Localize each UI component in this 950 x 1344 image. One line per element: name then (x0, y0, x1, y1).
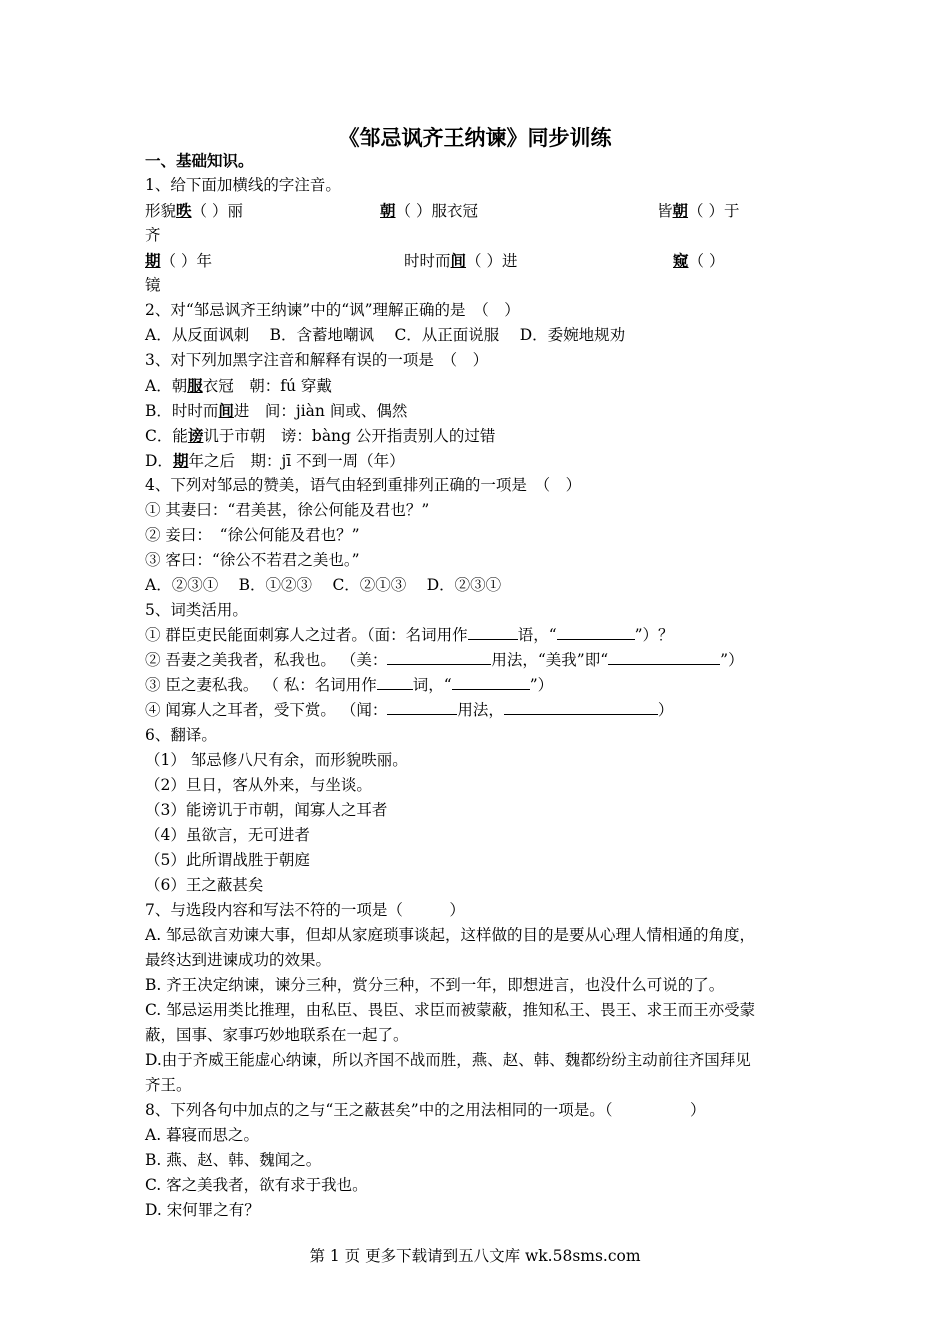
q1-row1-wrap: 齐 (145, 226, 161, 244)
q1-stem: 1、给下面加横线的字注音。 (145, 176, 341, 194)
q5-text: ”） (529, 676, 554, 694)
q8-option-c: C. 客之美我者，欲有求于我也。 (145, 1176, 368, 1194)
q7-option-a-cont: 最终达到进谏成功的效果。 (145, 951, 332, 969)
q7-option-a: A. 邹忌欲言劝谏大事，但却从家庭琐事谈起，这样做的目的是要从心理人情相通的角度， (145, 926, 756, 944)
q1-row2-item3 (673, 248, 724, 274)
answer-blank (557, 624, 635, 640)
q1-row1-item1 (145, 198, 243, 224)
q3-text: A．朝 (145, 377, 188, 395)
q1-marked-char: 期 (145, 251, 161, 270)
page-title: 《邹忌讽齐王纳谏》同步训练 (338, 125, 612, 150)
q8-option-a: A. 暮寝而思之。 (145, 1126, 260, 1144)
answer-blank (608, 649, 720, 665)
q1-marked-char: 朝 (380, 201, 396, 220)
q5-line-1 (145, 623, 674, 648)
q3-text: 年之后 期：jī 不到一周（年） (188, 452, 405, 470)
q8-option-b: B. 燕、赵、韩、魏闻之。 (145, 1151, 322, 1169)
q2-stem: 2、对“邹忌讽齐王纳谏”中的“讽”理解正确的是 （ ） (145, 301, 520, 319)
q3-text: 讥于市朝 谤：bàng 公开指责别人的过错 (203, 427, 496, 445)
answer-blank (452, 674, 530, 690)
answer-blank (387, 649, 491, 665)
q1-marked-char: 朝 (672, 201, 689, 220)
q5-stem: 5、词类活用。 (145, 601, 248, 619)
q1-row1-item3 (657, 198, 739, 224)
q5-line-4 (145, 698, 673, 723)
q8-option-d: D. 宋何罪之有？ (145, 1201, 260, 1219)
q5-line-3 (145, 673, 553, 698)
q4-line: ② 妾曰： “徐公何能及君也？” (145, 526, 360, 544)
q1-marked-char: 昳 (176, 201, 192, 220)
answer-blank (468, 624, 518, 640)
section-heading: 一、基础知识。 (145, 151, 254, 170)
q6-item: （3）能谤讥于市朝，闻寡人之耳者 (145, 801, 388, 819)
q3-option-a (145, 373, 332, 399)
q6-item: （6）王之蔽甚矣 (145, 876, 264, 894)
q5-text: 词，“ (412, 676, 452, 694)
q3-marked-char: 期 (172, 451, 189, 470)
q1-marked-char: 窥 (673, 251, 689, 270)
q3-option-c (145, 423, 495, 449)
q3-text: D． (145, 452, 173, 470)
q3-marked-char: 服 (187, 376, 203, 395)
answer-blank (377, 674, 413, 690)
q1-marked-char: 间 (450, 251, 467, 270)
q5-text: ） (657, 701, 674, 719)
q7-stem: 7、与选段内容和写法不符的一项是（ ） (145, 901, 465, 919)
q3-text: C．能 (145, 427, 188, 445)
q3-marked-char: 间 (218, 401, 234, 420)
q3-option-d (145, 448, 405, 474)
q5-text: 用法， (457, 701, 504, 719)
q7-option-c: C. 邹忌运用类比推理，由私臣、畏臣、求臣而被蒙蔽，推知私王、畏王、求王而王亦受蒙 (145, 1001, 756, 1019)
q5-text: ② 吾妻之美我者，私我也。 （美： (145, 651, 388, 669)
q3-text: 衣冠 朝：fú 穿戴 (202, 377, 332, 395)
q5-text: ① 群臣吏民能面刺寡人之过者。（面：名词用作 (145, 626, 468, 644)
q6-item: （2）旦日，客从外来，与坐谈。 (145, 776, 372, 794)
q1-row1-item2 (380, 198, 478, 224)
q1-text: 皆 (657, 202, 673, 220)
q6-item: （1） 邹忌修八尺有余，而形貌昳丽。 (145, 751, 408, 769)
q5-line-2 (145, 648, 744, 673)
answer-blank (387, 699, 457, 715)
q7-option-c-cont: 蔽，国事、家事巧妙地联系在一起了。 (145, 1026, 409, 1044)
q6-item: （4）虽欲言，无可进者 (145, 826, 310, 844)
q4-stem: 4、下列对邹忌的赞美，语气由轻到重排列正确的一项是 （ ） (145, 476, 582, 494)
q7-option-d-cont: 齐王。 (145, 1076, 192, 1094)
q3-stem: 3、对下列加黑字注音和解释有误的一项是 （ ） (145, 351, 489, 369)
q7-option-d: D.由于齐威王能虚心纳谏，所以齐国不战而胜，燕、赵、韩、魏都纷纷主动前往齐国拜见 (145, 1051, 751, 1069)
q1-text: （ ）年 (160, 252, 212, 270)
q4-line: ① 其妻曰：“君美甚，徐公何能及君也？” (145, 501, 430, 519)
page-footer: 第 1 页 更多下载请到五八文库 wk.58sms.com (309, 1247, 641, 1265)
q5-text: 用法，“美我”即“ (491, 651, 609, 669)
q1-text: （ ）进 (466, 252, 518, 270)
q5-text: ”）？ (634, 626, 674, 644)
answer-blank (504, 699, 658, 715)
q5-text: ”） (720, 651, 744, 669)
q2-options: A．从反面讽刺 B．含蓄地嘲讽 C．从正面说服 D．委婉地规劝 (145, 326, 626, 344)
q5-text: ③ 臣之妻私我。 （ 私：名词用作 (145, 676, 377, 694)
q1-text: 形貌 (145, 202, 177, 220)
q3-option-b (145, 398, 407, 424)
q1-text: （ ） (688, 252, 725, 270)
q1-row2-item2 (404, 248, 517, 274)
q7-option-b: B. 齐王决定纳谏，谏分三种，赏分三种，不到一年，即想进言，也没什么可说的了。 (145, 976, 725, 994)
q1-text: （ ）于 (688, 202, 740, 220)
q1-text: （ ）丽 (191, 202, 243, 220)
q3-marked-char: 谤 (187, 426, 204, 445)
q3-text: B．时时而 (145, 402, 219, 420)
q8-stem: 8、下列各句中加点的之与“王之蔽甚矣”中的之用法相同的一项是。（ ） (145, 1101, 706, 1119)
q6-stem: 6、翻译。 (145, 726, 217, 744)
q5-text: ④ 闻寡人之耳者，受下赏。 （闻： (145, 701, 388, 719)
q4-options: A．②③① B．①②③ C．②①③ D．②③① (145, 576, 502, 594)
q1-row2-wrap: 镜 (145, 276, 161, 294)
q1-row2-item1 (145, 248, 212, 274)
q6-item: （5）此所谓战胜于朝庭 (145, 851, 310, 869)
q3-text: 进 间：jiàn 间或、偶然 (233, 402, 408, 420)
q1-text: （ ）服衣冠 (395, 202, 478, 220)
q5-text: 语，“ (517, 626, 557, 644)
q4-line: ③ 客曰：“徐公不若君之美也。” (145, 551, 360, 569)
q1-text: 时时而 (404, 252, 451, 270)
